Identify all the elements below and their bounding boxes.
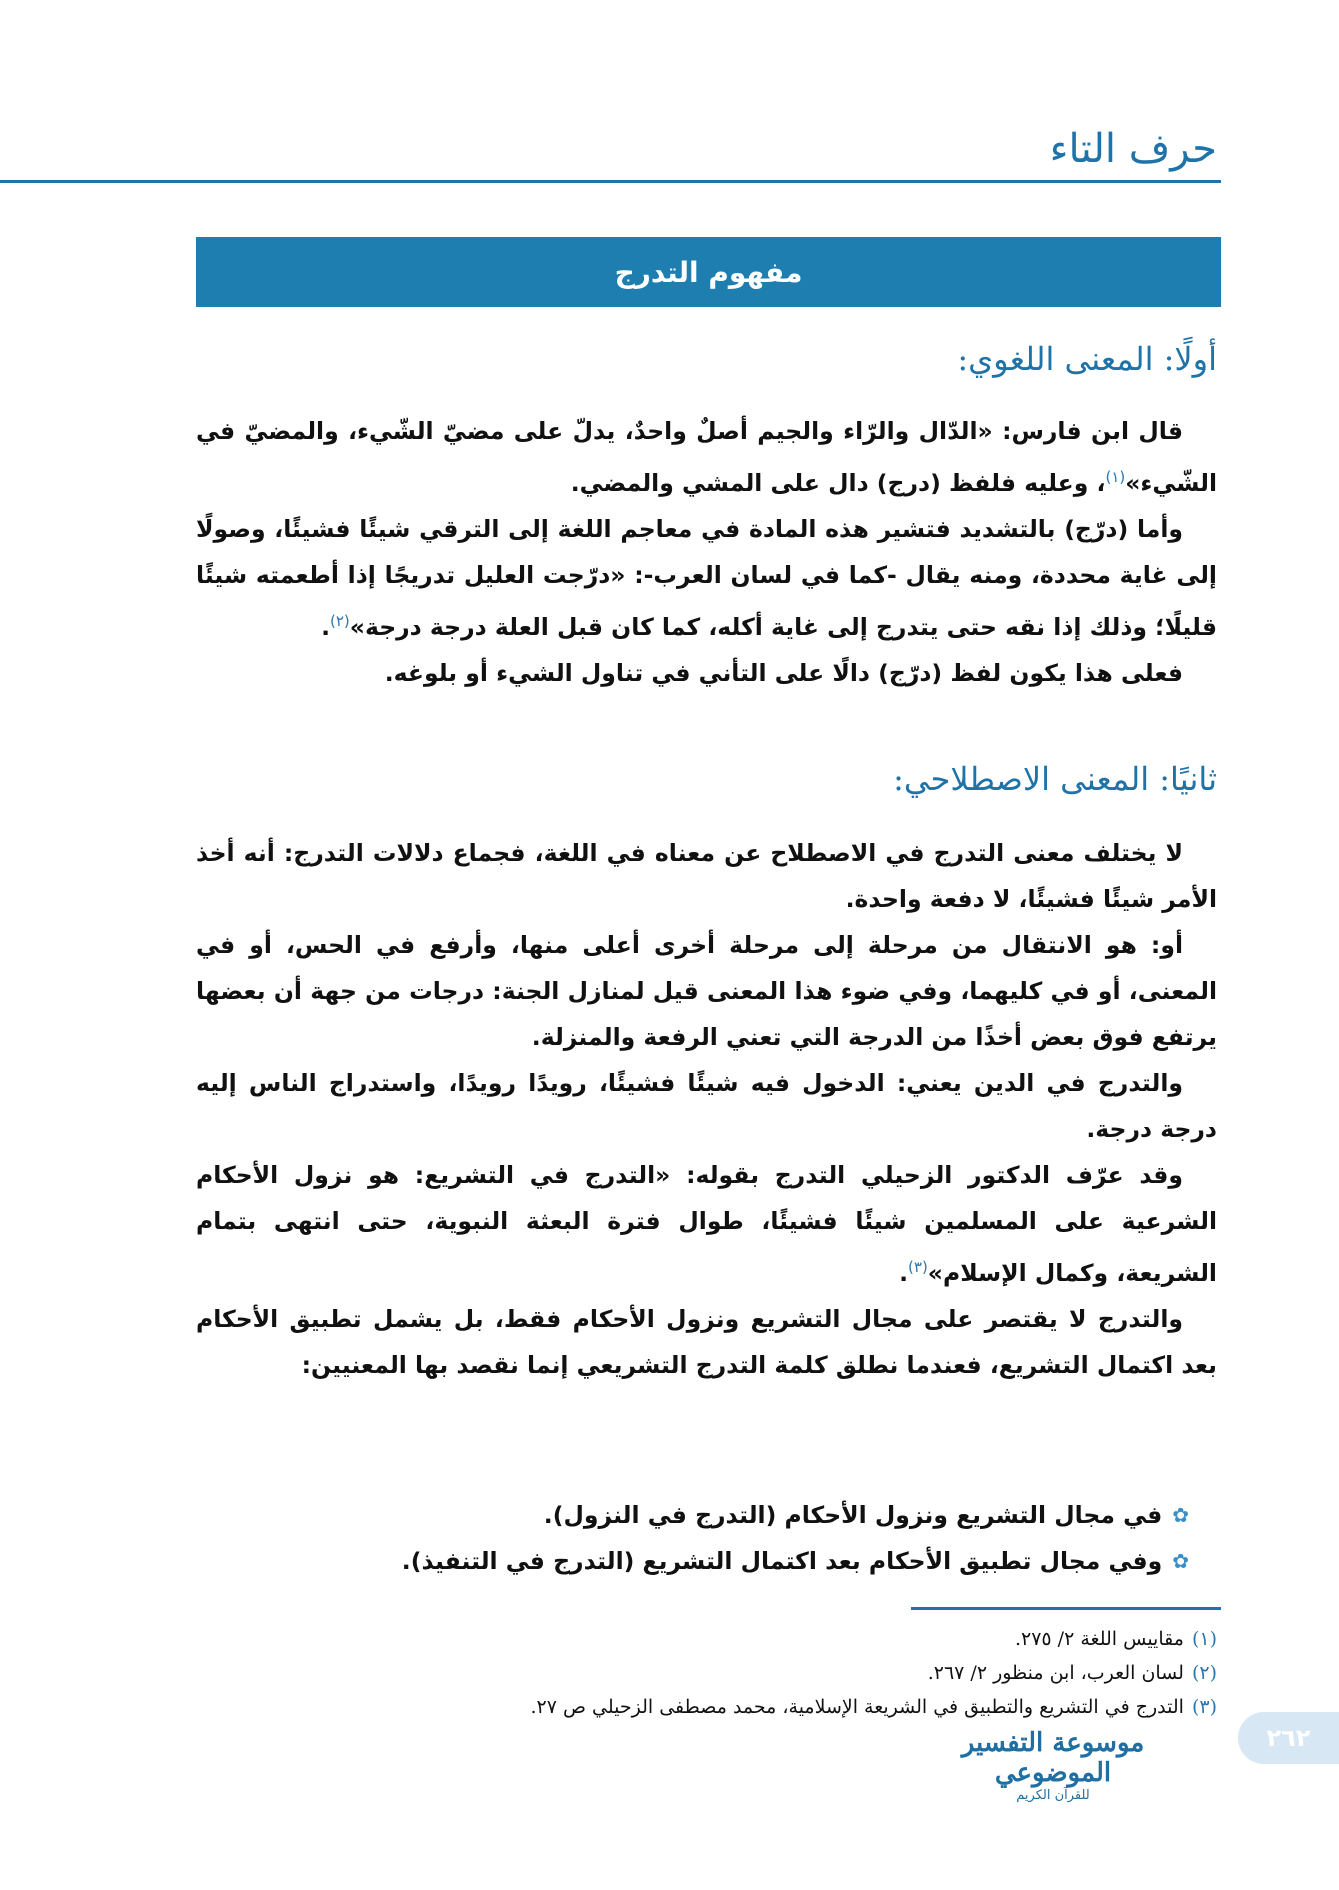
footnote-ref[interactable]: (٢) (330, 611, 350, 630)
footnote-item: (١)مقاييس اللغة ٢/ ٢٧٥. (1014, 1628, 1217, 1650)
paragraph: والتدرج في الدين يعني: الدخول فيه شيئًا فشيئًا، رويدًا رويدًا، واستدراج الناس إليه درجة درجة. (196, 1069, 1217, 1143)
paragraph: لا يختلف معنى التدرج في الاصطلاح عن معناه في اللغة، فجماع دلالات التدرج: أنه أخذ الأمر شيئًا فشيئًا، لا دفعة واحدة. (196, 839, 1217, 913)
heading-linguistic: أولًا: المعنى اللغوي: (957, 340, 1217, 378)
technical-section-text (196, 830, 1217, 1388)
section-title: مفهوم التدرج (614, 255, 803, 289)
paragraph: فعلى هذا يكون لفظ (درّج) دالًا على التأني في تناول الشيء أو بلوغه. (384, 658, 1183, 687)
paragraph: قال ابن فارس: «الدّال والرّاء والجيم أصلٌ واحدٌ، يدلّ على مضيّ الشّيء، والمضيّ في الشّيء»$^{(١)}$، وعليه فلفظ (درج) دال على المشي والمضي. (196, 417, 1217, 497)
paragraph: وقد عرّف الدكتور الزحيلي التدرج بقوله: «التدرج في التشريع: هو نزول الأحكام الشرعية على المسلمين شيئًا فشيئًا، طوال فترة البعثة النبوية، حتى انتهى بتمام الشريعة، وكمال الإسلام»$^{(٣)}$. (196, 1161, 1217, 1287)
page-number: ٢٦٢ (1238, 1712, 1339, 1764)
bullet-item: ✿ وفي مجال تطبيق الأحكام بعد اكتمال التشريع (التدرج في التنفيذ). (196, 1538, 1189, 1584)
footnote-item: (٢)لسان العرب، ابن منظور ٢/ ٢٦٧. (927, 1662, 1217, 1684)
section-banner (196, 237, 1221, 307)
flower-bullet-icon: ✿ (1172, 1549, 1189, 1573)
series-logo: موسوعة التفسير الموضوعي للقرآن الكريم (961, 1728, 1145, 1803)
paragraph: أو: هو الانتقال من مرحلة إلى مرحلة أخرى أعلى منها، وأرفع في الحس، أو في المعنى، أو في كليهما، وفي ضوء هذا المعنى قيل لمنازل الجنة: درجات من جهة أن بعضها يرتفع فوق بعض أخذًا من الدرجة التي تعني الرفعة والمنزلة. (196, 931, 1217, 1051)
footnote-item: (٣)التدرج في التشريع والتطبيق في الشريعة الإسلامية، محمد مصطفى الزحيلي ص ٢٧. (530, 1696, 1217, 1718)
flower-bullet-icon: ✿ (1172, 1503, 1189, 1527)
paragraph: وأما (درّج) بالتشديد فتشير هذه المادة في معاجم اللغة إلى الترقي شيئًا فشيئًا، وصولًا إلى غاية محددة، ومنه يقال -كما في لسان العرب-: «درّجت العليل تدريجًا إذا أطعمته شيئًا قليلًا؛ وذلك إذا نقه حتى يتدرج إلى غاية أكله، كما كان قبل العلة درجة درجة»$^{(٢)}$. (196, 514, 1217, 641)
heading-technical: ثانيًا: المعنى الاصطلاحي: (893, 760, 1217, 798)
linguistic-section-text (196, 408, 1217, 696)
footnote-divider (911, 1607, 1221, 1610)
footnotes (196, 1622, 1217, 1724)
footnote-ref[interactable]: (١) (1105, 468, 1126, 486)
chapter-title: حرف التاء (1049, 126, 1217, 172)
header-divider (0, 180, 1221, 183)
bullet-item: ✿ في مجال التشريع ونزول الأحكام (التدرج في النزول). (196, 1492, 1189, 1538)
bullet-list (196, 1492, 1189, 1584)
footnote-ref[interactable]: (٣) (908, 1258, 928, 1276)
paragraph: والتدرج لا يقتصر على مجال التشريع ونزول الأحكام فقط، بل يشمل تطبيق الأحكام بعد اكتمال التشريع، فعندما نطلق كلمة التدرج التشريعي إنما نقصد بها المعنيين: (196, 1304, 1217, 1379)
